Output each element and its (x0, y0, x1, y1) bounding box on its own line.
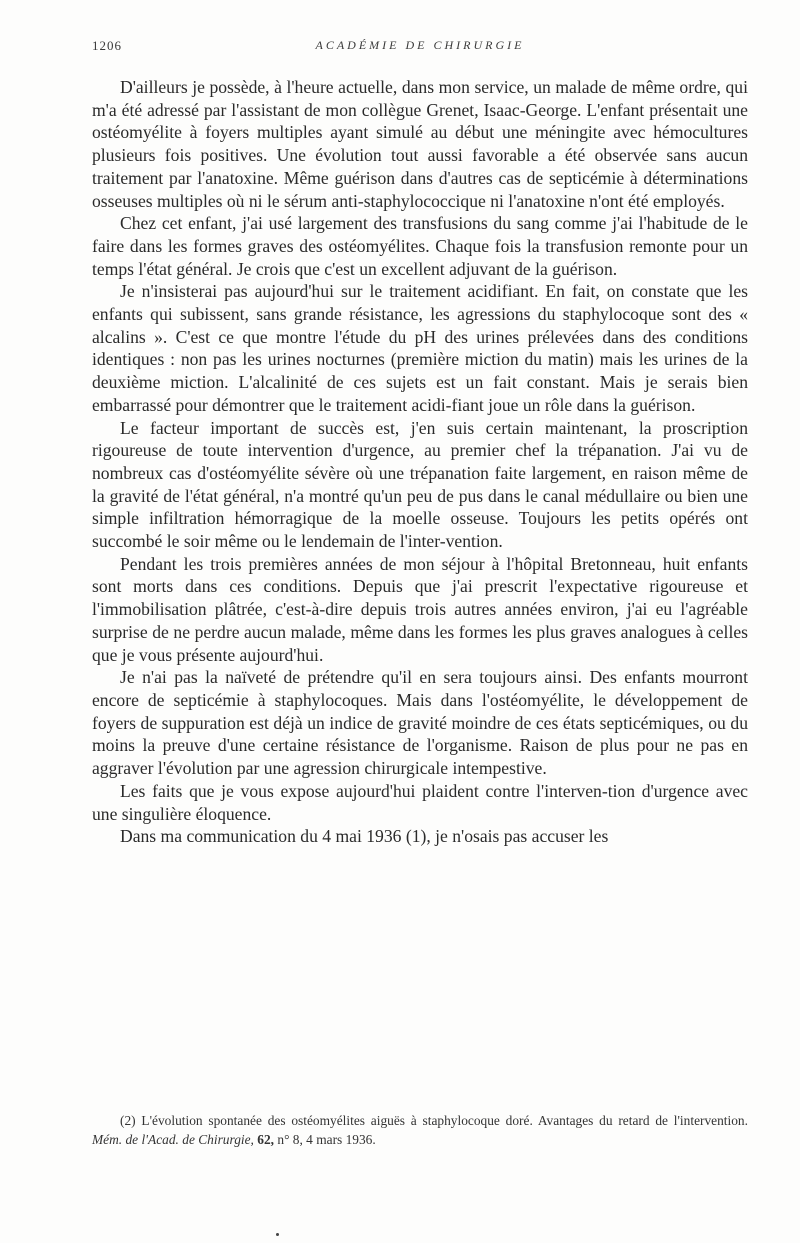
footnote-volume: 62, (257, 1131, 275, 1147)
footnote (92, 1112, 748, 1149)
page-number: 1206 (92, 38, 122, 53)
paragraph: Le facteur important de succès est, j'en suis certain maintenant, la proscription rigoureuse de toute intervention d'urgence, au premier chef la trépanation. J'ai vu de nombreux cas d'ostéomyélite sévère où une trépanation faite largement, en raison même de la gravité de l'état général, n'a montré qu'un peu de pus dans le canal médullaire ou bien une simple infiltration hémorragique de la moelle osseuse. Toujours les petits opérés ont succombé le soir même ou le lendemain de l'inter-vention. (92, 417, 748, 552)
paragraph: Les faits que je vous expose aujourd'hui plaident contre l'interven-tion d'urgence avec une singulière éloquence. (92, 780, 748, 824)
scan-speck (276, 1233, 279, 1236)
paragraph: Chez cet enfant, j'ai usé largement des transfusions du sang comme j'ai l'habitude de le faire dans les formes graves des ostéomyélites. Chaque fois la transfusion remonte pour un temps l'état général. Je crois que c'est un excellent adjuvant de la guérison. (92, 213, 748, 279)
footnote-source: Mém. de l'Acad. de Chirurgie, (92, 1131, 254, 1147)
paragraph: D'ailleurs je possède, à l'heure actuelle, dans mon service, un malade de même ordre, qui m'a été adressé par l'assistant de mon collègue Grenet, Isaac-George. L'enfant présentait une ostéomyélite à foyers multiples ayant simulé au début une méningite avec hémocultures plusieurs fois positives. Une évolution tout aussi favorable a été observée sans aucun traitement par l'anatoxine. Même guérison dans d'autres cas de septicémie à déterminations osseuses multiples où ni le sérum anti-staphylococcique ni l'anatoxine n'ont été employés. (92, 77, 748, 211)
footnote-text: L'évolution spontanée des ostéomyélites aiguës à staphylocoque doré. Avantages du retard de l'intervention. (141, 1113, 748, 1128)
footnote-issue: n° 8, 4 mars 1936. (277, 1131, 376, 1147)
body-text (92, 76, 748, 848)
paragraph: Dans ma communication du 4 mai 1936 (1), je n'osais pas accuser les (120, 826, 609, 847)
paragraph: Pendant les trois premières années de mon séjour à l'hôpital Bretonneau, huit enfants sont morts dans ces conditions. Depuis que j'ai prescrit l'expectative rigoureuse et l'immobilisation plâtrée, c'est-à-dire depuis trois autres années environ, j'ai eu l'agréable surprise de ne perdre aucun malade, même dans les formes les plus graves analogues à celles que je vous présente aujourd'hui. (92, 553, 748, 665)
journal-title: ACADÉMIE DE CHIRURGIE (315, 38, 525, 52)
footnote-paragraph (92, 1112, 748, 1149)
paragraph: Je n'insisterai pas aujourd'hui sur le traitement acidifiant. En fait, on constate que les enfants qui subissent, sans grande résistance, les agressions du staphylocoque sont des « alcalins ». C'est ce que montre l'étude du pH des urines prélevées dans des conditions identiques : non pas les urines nocturnes (première miction du matin) mais les urines de la deuxième miction. L'alcalinité de ces sujets est un fait constant. Mais je serais bien embarrassé pour démontrer que le traitement acidi-fiant joue un rôle dans la guérison. (92, 281, 748, 415)
running-head (92, 38, 748, 58)
paragraph: Je n'ai pas la naïveté de prétendre qu'il en sera toujours ainsi. Des enfants mourront encore de septicémie à staphylocoques. Mais dans l'ostéomyélite, le développement de foyers de suppuration est déjà un indice de gravité moindre de ces états septicémiques, ou du moins la preuve d'une certaine résistance de l'organisme. Raison de plus pour ne pas en aggraver l'évolution par une agression chirurgicale intempestive. (92, 667, 748, 779)
footnote-marker: (2) (120, 1113, 136, 1128)
